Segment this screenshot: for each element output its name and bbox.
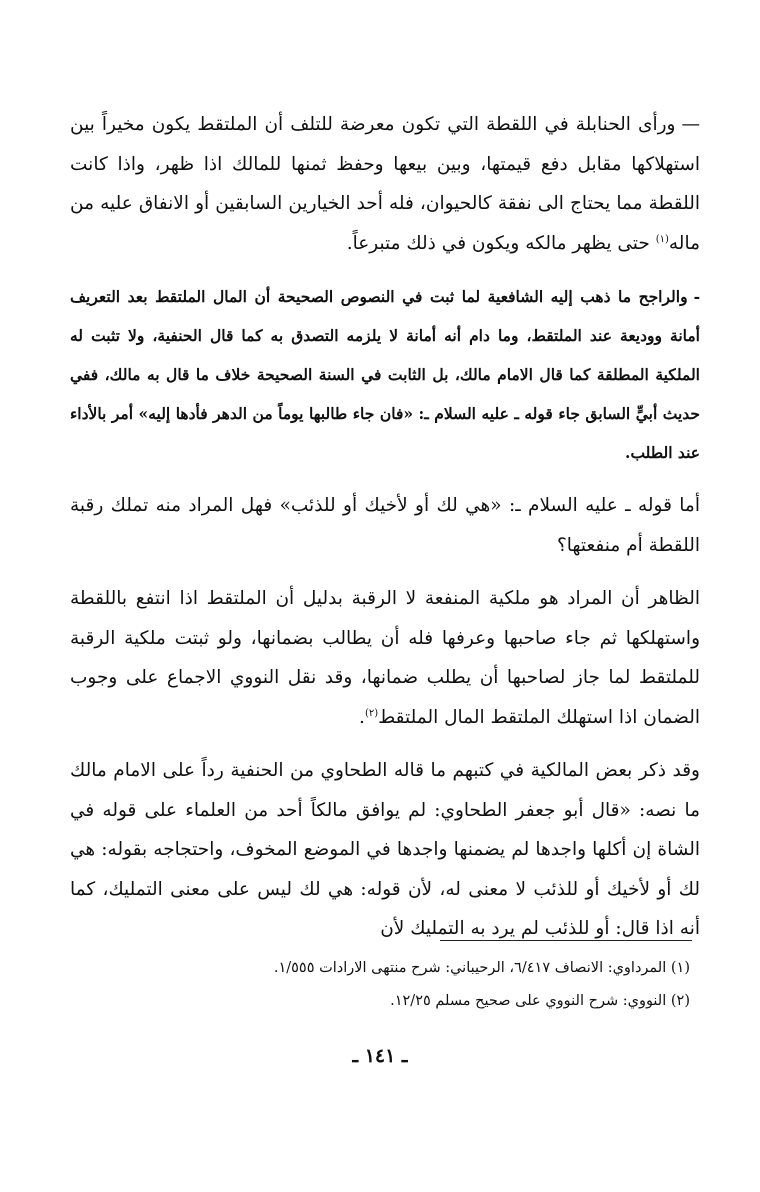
page-number: ـ ١٤١ ـ	[352, 1045, 408, 1067]
paragraph-dash: —	[681, 114, 700, 135]
paragraph-rajih	[70, 277, 700, 472]
paragraph-hanabila	[70, 105, 700, 263]
paragraph-text: ورأى الحنابلة في اللقطة التي تكون معرضة للتلف أن الملتقط يكون مخيراً بين استهلاكها مقابل دفع قيمتها، وبين بيعها وحفظ ثمنها للمالك اذا ظهر، واذا كانت اللقطة مما يحتاج الى نفقة كالحيوان، فله أحد الخيارين السابقين أو الانفاق عليه من ماله	[70, 114, 700, 254]
paragraph-text: أما قوله ـ عليه السلام ـ: «هي لك أو لأخيك أو للذئب» فهل المراد منه تملك رقبة اللقطة أم منفعتها؟	[70, 495, 700, 556]
paragraph-tail: حتى يظهر مالكه ويكون في ذلك متبرعاً.	[346, 232, 656, 254]
main-text	[70, 105, 700, 963]
footnote-ref-1: (١)	[655, 233, 669, 245]
footnote-ref-2: (٢)	[364, 707, 379, 719]
paragraph-zahir	[70, 579, 700, 737]
paragraph-question	[70, 486, 700, 565]
paragraph-text: الظاهر أن المراد هو ملكية المنفعة لا الرقبة بدليل أن الملتقط اذا انتفع باللقطة واستهلكها ثم جاء صاحبها وعرفها فله أن يطالب بضمانها، ولو ثبتت ملكية الرقبة للملتقط لما جاز لصاحبها أن يطلب ضمانها، وقد نقل النووي الاجماع على وجوب الضمان اذا استهلك الملتقط المال الملتقط	[70, 588, 700, 728]
paragraph-malikiya	[70, 751, 700, 949]
paragraph-dash: -	[693, 287, 700, 306]
footnote-2: (٢) النووي: شرح النووي على صحيح مسلم ١٢/٢٥.	[390, 993, 690, 1009]
footnotes	[70, 952, 690, 1018]
paragraph-text: والراجح ما ذهب إليه الشافعية لما ثبت في النصوص الصحيحة أن المال الملتقط بعد التعريف أمانة ووديعة عند الملتقط، وما دام أنه أمانة لا يلزمه التصدق به كما قال الحنفية، ولا تثبت له الملكية المطلقة كما قال الامام مالك، بل الثابت في السنة الصحيحة خلاف ما قال به مالك، ففي حديث أبيٍّ السابق جاء قوله ـ عليه السلام ـ: «فان جاء طالبها يوماً من الدهر فأدها إليه» أمر بالأداء عند الطلب.	[70, 287, 700, 462]
footnote-divider	[440, 940, 692, 941]
paragraph-tail: .	[359, 706, 365, 728]
footnote-1: (١) المرداوي: الانصاف ٦/٤١٧، الرحيباني: شرح منتهى الارادات ١/٥٥٥.	[273, 960, 690, 976]
paragraph-text: وقد ذكر بعض المالكية في كتبهم ما قاله الطحاوي من الحنفية رداً على الامام مالك ما نصه: «قال أبو جعفر الطحاوي: لم يوافق مالكاً أحد من العلماء على قوله في الشاة إن أكلها واجدها لم يضمنها واجدها في الموضع المخوف، واحتجاجه بقوله: هي لك أو لأخيك أو للذئب لا معنى له، لأن قوله: هي لك ليس على معنى التمليك، كما أنه اذا قال: أو للذئب لم يرد به التمليك لأن	[70, 760, 700, 939]
